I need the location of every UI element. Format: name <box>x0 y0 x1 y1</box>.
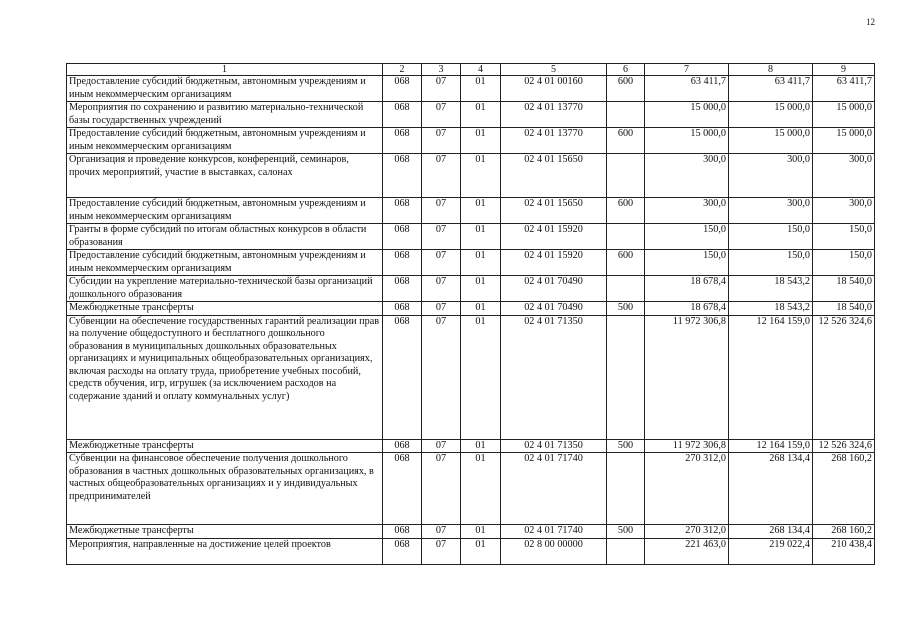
header-cell: 7 <box>645 64 729 76</box>
row-section-cell: 07 <box>422 525 461 539</box>
row-name-cell: Предоставление субсидий бюджетным, автономным учреждениям и иным некоммерческим организациям <box>67 250 383 276</box>
row-code-cell: 068 <box>383 102 422 128</box>
row-name-cell: Предоставление субсидий бюджетным, автономным учреждениям и иным некоммерческим организациям <box>67 198 383 224</box>
row-value-cell: 300,0 <box>729 154 813 198</box>
header-cell: 4 <box>461 64 501 76</box>
row-value-cell: 15 000,0 <box>645 102 729 128</box>
row-subsection-cell: 01 <box>461 302 501 316</box>
row-section-cell: 07 <box>422 128 461 154</box>
row-type-cell <box>607 538 645 564</box>
row-section-cell: 07 <box>422 250 461 276</box>
row-value-cell: 219 022,4 <box>729 538 813 564</box>
row-subsection-cell: 01 <box>461 276 501 302</box>
row-target-cell: 02 4 01 71350 <box>501 439 607 453</box>
row-section-cell: 07 <box>422 102 461 128</box>
row-name-cell: Предоставление субсидий бюджетным, автономным учреждениям и иным некоммерческим организациям <box>67 128 383 154</box>
table-row <box>67 250 875 276</box>
row-name-cell: Субвенции на обеспечение государственных гарантий реализации прав на получение общедоступного и бесплатного дошкольного образования в муниципальных дошкольных образовательных организациях и муниципальных общеобразовательных организациях, включая расходы на оплату труда, приобретение учебных пособий, средств обучения, игр, игрушек (за исключением расходов на содержание зданий и оплату коммунальных услуг) <box>67 315 383 439</box>
row-value-cell: 12 526 324,6 <box>813 315 875 439</box>
row-value-cell: 18 540,0 <box>813 302 875 316</box>
row-value-cell: 63 411,7 <box>813 76 875 102</box>
table-row <box>67 154 875 198</box>
row-value-cell: 18 678,4 <box>645 276 729 302</box>
row-type-cell <box>607 315 645 439</box>
row-target-cell: 02 4 01 13770 <box>501 128 607 154</box>
row-section-cell: 07 <box>422 76 461 102</box>
row-code-cell: 068 <box>383 76 422 102</box>
row-value-cell: 18 543,2 <box>729 302 813 316</box>
header-cell: 3 <box>422 64 461 76</box>
row-section-cell: 07 <box>422 538 461 564</box>
table-row <box>67 198 875 224</box>
row-value-cell: 18 543,2 <box>729 276 813 302</box>
row-type-cell: 600 <box>607 128 645 154</box>
row-value-cell: 268 134,4 <box>729 525 813 539</box>
table-body <box>67 76 875 565</box>
row-value-cell: 63 411,7 <box>645 76 729 102</box>
row-target-cell: 02 4 01 13770 <box>501 102 607 128</box>
row-subsection-cell: 01 <box>461 250 501 276</box>
row-target-cell: 02 8 00 00000 <box>501 538 607 564</box>
row-value-cell: 150,0 <box>729 224 813 250</box>
row-type-cell <box>607 154 645 198</box>
row-value-cell: 18 540,0 <box>813 276 875 302</box>
row-section-cell: 07 <box>422 198 461 224</box>
row-code-cell: 068 <box>383 154 422 198</box>
row-name-cell: Мероприятия по сохранению и развитию материально-технической базы государственных учреждений <box>67 102 383 128</box>
row-code-cell: 068 <box>383 276 422 302</box>
row-value-cell: 268 160,2 <box>813 525 875 539</box>
row-value-cell: 63 411,7 <box>729 76 813 102</box>
row-target-cell: 02 4 01 15650 <box>501 198 607 224</box>
row-subsection-cell: 01 <box>461 453 501 525</box>
row-type-cell: 500 <box>607 439 645 453</box>
row-value-cell: 268 160,2 <box>813 453 875 525</box>
row-code-cell: 068 <box>383 250 422 276</box>
row-type-cell: 500 <box>607 302 645 316</box>
row-section-cell: 07 <box>422 302 461 316</box>
row-name-cell: Межбюджетные трансферты <box>67 439 383 453</box>
row-subsection-cell: 01 <box>461 154 501 198</box>
row-value-cell: 18 678,4 <box>645 302 729 316</box>
row-value-cell: 270 312,0 <box>645 453 729 525</box>
row-code-cell: 068 <box>383 439 422 453</box>
row-value-cell: 12 164 159,0 <box>729 439 813 453</box>
row-section-cell: 07 <box>422 439 461 453</box>
row-code-cell: 068 <box>383 453 422 525</box>
row-subsection-cell: 01 <box>461 76 501 102</box>
table-row <box>67 315 875 439</box>
row-code-cell: 068 <box>383 538 422 564</box>
row-value-cell: 15 000,0 <box>645 128 729 154</box>
row-name-cell: Межбюджетные трансферты <box>67 525 383 539</box>
header-cell: 6 <box>607 64 645 76</box>
header-cell: 9 <box>813 64 875 76</box>
row-name-cell: Субсидии на укрепление материально-технической базы организаций дошкольного образования <box>67 276 383 302</box>
row-name-cell: Предоставление субсидий бюджетным, автономным учреждениям и иным некоммерческим организациям <box>67 76 383 102</box>
row-value-cell: 300,0 <box>813 154 875 198</box>
row-code-cell: 068 <box>383 302 422 316</box>
row-subsection-cell: 01 <box>461 198 501 224</box>
row-name-cell: Субвенции на финансовое обеспечение получения дошкольного образования в частных дошкольных образовательных организациях, в частных общеобразовательных организациях и у индивидуальных предпринимателей <box>67 453 383 525</box>
row-value-cell: 12 526 324,6 <box>813 439 875 453</box>
row-subsection-cell: 01 <box>461 128 501 154</box>
row-value-cell: 268 134,4 <box>729 453 813 525</box>
header-cell: 1 <box>67 64 383 76</box>
table-row <box>67 76 875 102</box>
row-type-cell: 600 <box>607 76 645 102</box>
row-value-cell: 11 972 306,8 <box>645 439 729 453</box>
row-value-cell: 300,0 <box>729 198 813 224</box>
row-name-cell: Гранты в форме субсидий по итогам областных конкурсов в области образования <box>67 224 383 250</box>
row-code-cell: 068 <box>383 224 422 250</box>
row-name-cell: Мероприятия, направленные на достижение целей проектов <box>67 538 383 564</box>
header-cell: 8 <box>729 64 813 76</box>
row-type-cell <box>607 276 645 302</box>
table-row <box>67 224 875 250</box>
row-subsection-cell: 01 <box>461 315 501 439</box>
row-subsection-cell: 01 <box>461 439 501 453</box>
header-row <box>67 64 875 76</box>
row-value-cell: 11 972 306,8 <box>645 315 729 439</box>
page-number: 12 <box>866 17 875 27</box>
table-row <box>67 439 875 453</box>
row-target-cell: 02 4 01 70490 <box>501 276 607 302</box>
row-type-cell: 500 <box>607 525 645 539</box>
row-subsection-cell: 01 <box>461 102 501 128</box>
row-target-cell: 02 4 01 15650 <box>501 154 607 198</box>
row-section-cell: 07 <box>422 224 461 250</box>
header-cell: 2 <box>383 64 422 76</box>
row-code-cell: 068 <box>383 525 422 539</box>
row-section-cell: 07 <box>422 453 461 525</box>
row-value-cell: 300,0 <box>813 198 875 224</box>
row-value-cell: 210 438,4 <box>813 538 875 564</box>
row-section-cell: 07 <box>422 276 461 302</box>
row-type-cell <box>607 102 645 128</box>
table-row <box>67 276 875 302</box>
table-row <box>67 102 875 128</box>
table-row <box>67 538 875 564</box>
row-type-cell <box>607 224 645 250</box>
row-value-cell: 15 000,0 <box>813 128 875 154</box>
row-target-cell: 02 4 01 70490 <box>501 302 607 316</box>
row-code-cell: 068 <box>383 198 422 224</box>
row-type-cell <box>607 453 645 525</box>
row-code-cell: 068 <box>383 315 422 439</box>
row-target-cell: 02 4 01 15920 <box>501 250 607 276</box>
row-target-cell: 02 4 01 71740 <box>501 525 607 539</box>
row-value-cell: 15 000,0 <box>729 102 813 128</box>
row-value-cell: 300,0 <box>645 154 729 198</box>
row-subsection-cell: 01 <box>461 525 501 539</box>
row-section-cell: 07 <box>422 154 461 198</box>
row-value-cell: 221 463,0 <box>645 538 729 564</box>
row-target-cell: 02 4 01 71350 <box>501 315 607 439</box>
row-target-cell: 02 4 01 00160 <box>501 76 607 102</box>
table-row <box>67 453 875 525</box>
row-value-cell: 150,0 <box>813 250 875 276</box>
row-value-cell: 15 000,0 <box>813 102 875 128</box>
row-target-cell: 02 4 01 71740 <box>501 453 607 525</box>
row-value-cell: 270 312,0 <box>645 525 729 539</box>
row-value-cell: 150,0 <box>813 224 875 250</box>
row-value-cell: 15 000,0 <box>729 128 813 154</box>
row-subsection-cell: 01 <box>461 224 501 250</box>
row-type-cell: 600 <box>607 198 645 224</box>
table-row <box>67 302 875 316</box>
header-cell: 5 <box>501 64 607 76</box>
table-row <box>67 128 875 154</box>
row-target-cell: 02 4 01 15920 <box>501 224 607 250</box>
budget-table <box>66 63 875 565</box>
row-value-cell: 300,0 <box>645 198 729 224</box>
row-value-cell: 12 164 159,0 <box>729 315 813 439</box>
table-row <box>67 525 875 539</box>
row-value-cell: 150,0 <box>645 224 729 250</box>
row-type-cell: 600 <box>607 250 645 276</box>
row-value-cell: 150,0 <box>729 250 813 276</box>
row-subsection-cell: 01 <box>461 538 501 564</box>
row-code-cell: 068 <box>383 128 422 154</box>
row-section-cell: 07 <box>422 315 461 439</box>
row-value-cell: 150,0 <box>645 250 729 276</box>
row-name-cell: Организация и проведение конкурсов, конференций, семинаров, прочих мероприятий, участие в выставках, салонах <box>67 154 383 198</box>
row-name-cell: Межбюджетные трансферты <box>67 302 383 316</box>
